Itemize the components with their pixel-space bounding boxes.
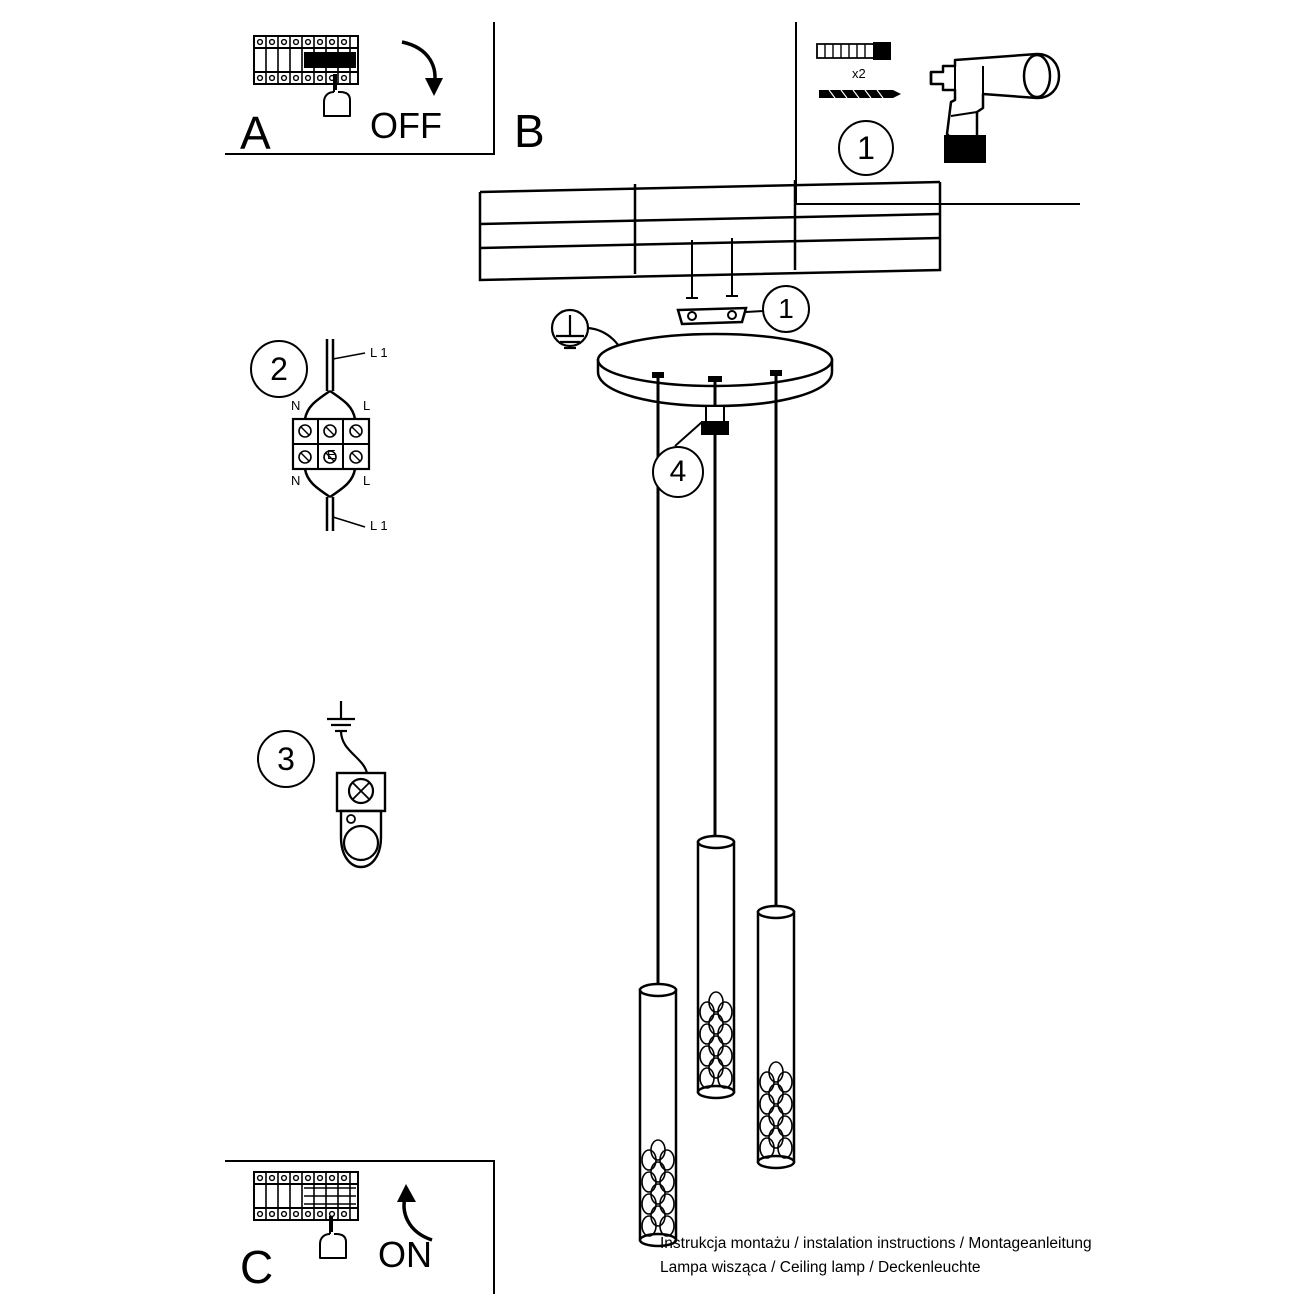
panel-a-hand-pointing-icon: [316, 70, 364, 120]
terminal-label-n-bottom: N: [291, 473, 301, 488]
callout-step-4: 4: [652, 446, 704, 498]
tools-step-number: 1: [838, 120, 894, 176]
wire-label-l1-bottom: L 1: [370, 518, 388, 533]
dowel-quantity-label: x2: [852, 66, 866, 81]
cordless-drill-icon: [925, 30, 1070, 170]
panel-c-hand-pointing-icon: [312, 1210, 360, 1262]
terminal-block-diagram: [285, 335, 405, 545]
earth-connection-diagram: [315, 695, 425, 875]
terminal-label-l-top: L: [363, 398, 371, 413]
panel-a-arrow-down-curved-icon: [392, 34, 452, 104]
terminal-label-l-bottom: L: [363, 473, 371, 488]
callout-step-1: 1: [762, 285, 810, 333]
step-3-number: 3: [257, 730, 315, 788]
panel-c-state-label: ON: [378, 1234, 432, 1275]
caption-line-1: Instrukcja montażu / instalation instructions / Montageanleitung: [660, 1235, 1092, 1252]
panel-a-state-label: OFF: [370, 105, 442, 146]
step-2-number: 2: [250, 340, 308, 398]
panel-b-letter: B: [514, 105, 545, 157]
dowel-icon: [815, 38, 895, 64]
ceiling-and-lamp-diagram: [470, 170, 1110, 1260]
terminal-label-earth: E: [327, 447, 336, 462]
wire-label-l1-top: L 1: [370, 345, 388, 360]
screw-icon: [815, 85, 905, 103]
panel-c-letter: C: [240, 1241, 274, 1293]
terminal-label-n-top: N: [291, 398, 301, 413]
panel-a-letter: A: [240, 107, 271, 159]
caption-line-2: Lampa wisząca / Ceiling lamp / Deckenleuchte: [660, 1259, 981, 1276]
